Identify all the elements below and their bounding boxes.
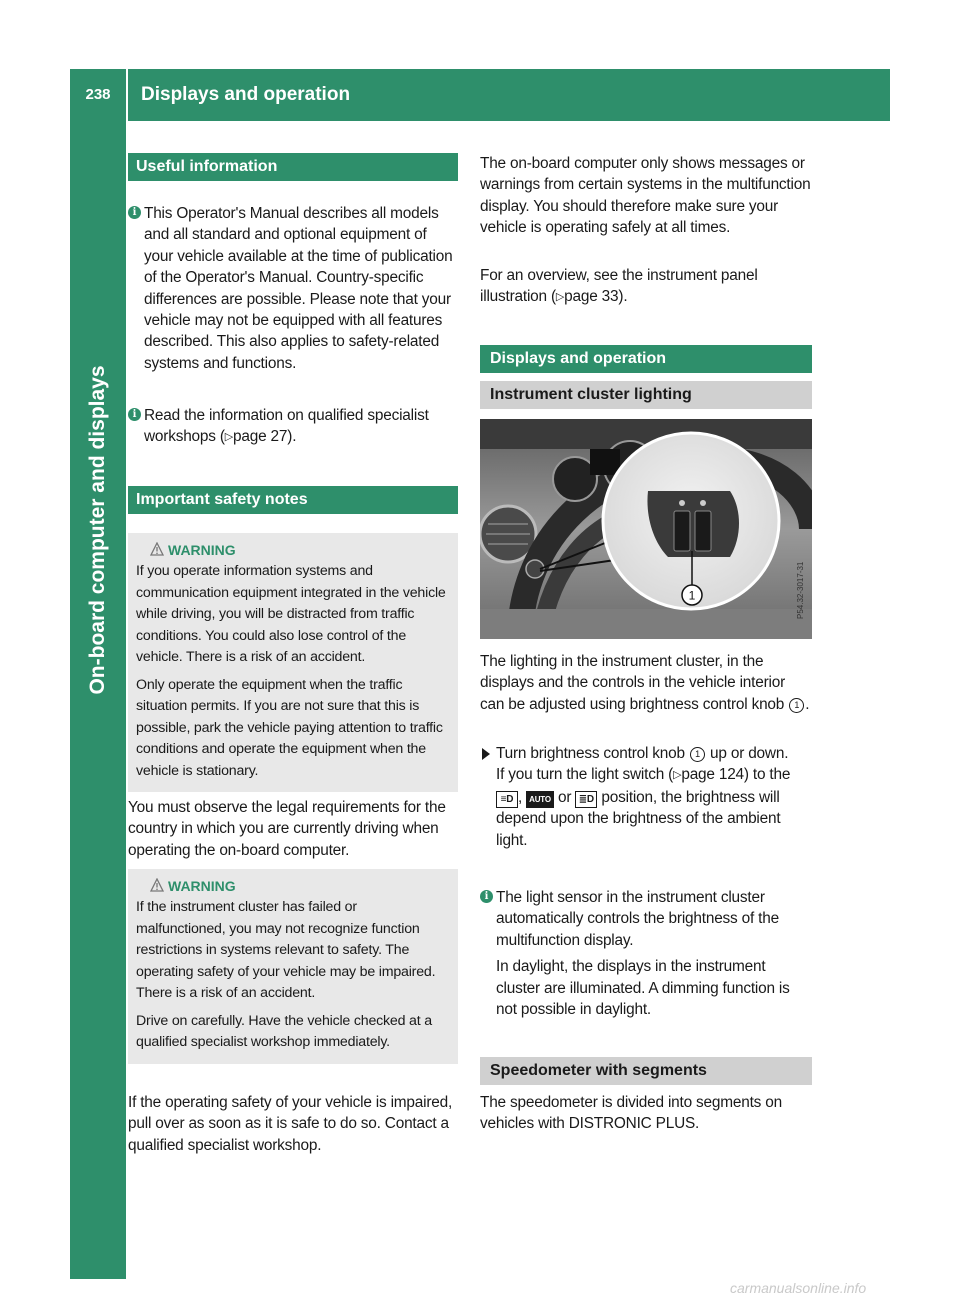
instrument-cluster-illustration xyxy=(480,419,812,639)
warning-text: Only operate the equipment when the traffic situation permits. If you are not sure that this is possible, park the vehicle paying attention to traffic conditions and operate the equipment when the vehicle is stationary. xyxy=(136,676,443,779)
info-note-text: Read the information on qualified specialist workshops (▷page 27). xyxy=(144,405,458,449)
info-icon: i xyxy=(480,890,493,903)
page-reference-triangle-icon: ▷ xyxy=(555,291,565,304)
page-reference-link[interactable]: page 124 xyxy=(681,766,744,784)
body-paragraph: You must observe the legal requirements for the country in which you are currently driving when operating the on-board computer. xyxy=(128,799,446,859)
body-paragraph: The speedometer is divided into segments on vehicles with DISTRONIC PLUS. xyxy=(480,1094,782,1133)
info-note xyxy=(128,405,458,449)
side-tab-label: On-board computer and displays xyxy=(86,365,109,695)
section-heading-important-safety-notes: Important safety notes xyxy=(128,486,458,514)
info-note-text: In daylight, the displays in the instrument cluster are illuminated. A dimming function is not possible in daylight. xyxy=(496,958,790,1019)
page-reference-link[interactable]: page 33 xyxy=(564,288,619,306)
action-step: Turn brightness control knob 1 up or down. If you turn the light switch (▷page 124) to the ≡D , AUTO or ≣D position, the brightness will depend upon the brightness of the ambient light. xyxy=(480,743,812,851)
low-beam-icon: ≣D xyxy=(575,791,597,808)
parking-lights-icon: ≡D xyxy=(496,791,518,808)
body-paragraph: If the operating safety of your vehicle is impaired, pull over as soon as it is safe to do so. Contact a qualified specialist workshop. xyxy=(128,1094,453,1154)
warning-text: If the instrument cluster has failed or malfunctioned, you may not recognize function restrictions in systems relevant to safety. The operating safety of your vehicle may be impaired. There is a risk of an accident. xyxy=(136,899,436,1001)
info-note-text: This Operator's Manual describes all models and all standard and optional equipment of your vehicle available at the time of publication of the Operator's Manual. Country-specific differences are possible. Please note that your vehicle may not be equipped with all features described. This also applies to safety-related systems and functions. xyxy=(144,205,453,372)
warning-title: WARNING xyxy=(136,875,450,897)
callout-1-icon: 1 xyxy=(789,698,804,713)
side-tab-marker xyxy=(70,1223,126,1279)
section-heading-speedometer-with-segments: Speedometer with segments xyxy=(480,1057,812,1085)
warning-triangle-icon xyxy=(150,878,164,892)
info-icon: i xyxy=(128,408,141,421)
page-number: 238 xyxy=(85,86,111,103)
page-title: Displays and operation xyxy=(141,84,351,105)
callout-number: 1 xyxy=(688,588,696,603)
body-paragraph: For an overview, see the instrument panel illustration (▷page 33). xyxy=(480,265,812,309)
auto-lights-icon: AUTO xyxy=(526,791,554,808)
callout-1-icon: 1 xyxy=(690,747,705,762)
body-paragraph: The lighting in the instrument cluster, in the displays and the controls in the vehicle interior can be adjusted using brightness control knob 1 . xyxy=(480,653,810,713)
info-icon: i xyxy=(128,206,141,219)
warning-title: WARNING xyxy=(136,539,450,561)
watermark: carmanualsonline.info xyxy=(730,1280,867,1296)
dashboard-drawing xyxy=(480,419,812,639)
warning-text: If you operate information systems and communication equipment integrated in the vehicle while driving, you will be distracted from traffic conditions. You could also lose control of the vehicle. There is a risk of an accident. xyxy=(136,563,446,665)
info-note xyxy=(128,203,458,374)
section-heading-instrument-cluster-lighting: Instrument cluster lighting xyxy=(480,381,812,409)
body-paragraph: The on-board computer only shows messages or warnings from certain systems in the multifunction display. You should therefore make sure your vehicle is operating safely at all times. xyxy=(480,155,811,237)
section-heading-useful-information: Useful information xyxy=(128,153,458,181)
warning-box xyxy=(128,869,458,1064)
page-reference-triangle-icon: ▷ xyxy=(224,431,234,444)
warning-text: Drive on carefully. Have the vehicle checked at a qualified specialist workshop immediately. xyxy=(136,1012,432,1050)
info-note xyxy=(480,887,812,1020)
header-divider xyxy=(126,69,128,121)
page-reference-triangle-icon: ▷ xyxy=(673,769,682,782)
action-arrow-icon xyxy=(482,748,490,760)
image-code: P54.32-3017-31 xyxy=(796,561,805,619)
section-heading-displays-and-operation: Displays and operation xyxy=(480,345,812,373)
warning-triangle-icon xyxy=(150,542,164,556)
warning-box xyxy=(128,533,458,792)
info-note-text: The light sensor in the instrument cluster automatically controls the brightness of the multifunction display. xyxy=(496,889,779,949)
page-reference-link[interactable]: page 27 xyxy=(233,428,288,446)
